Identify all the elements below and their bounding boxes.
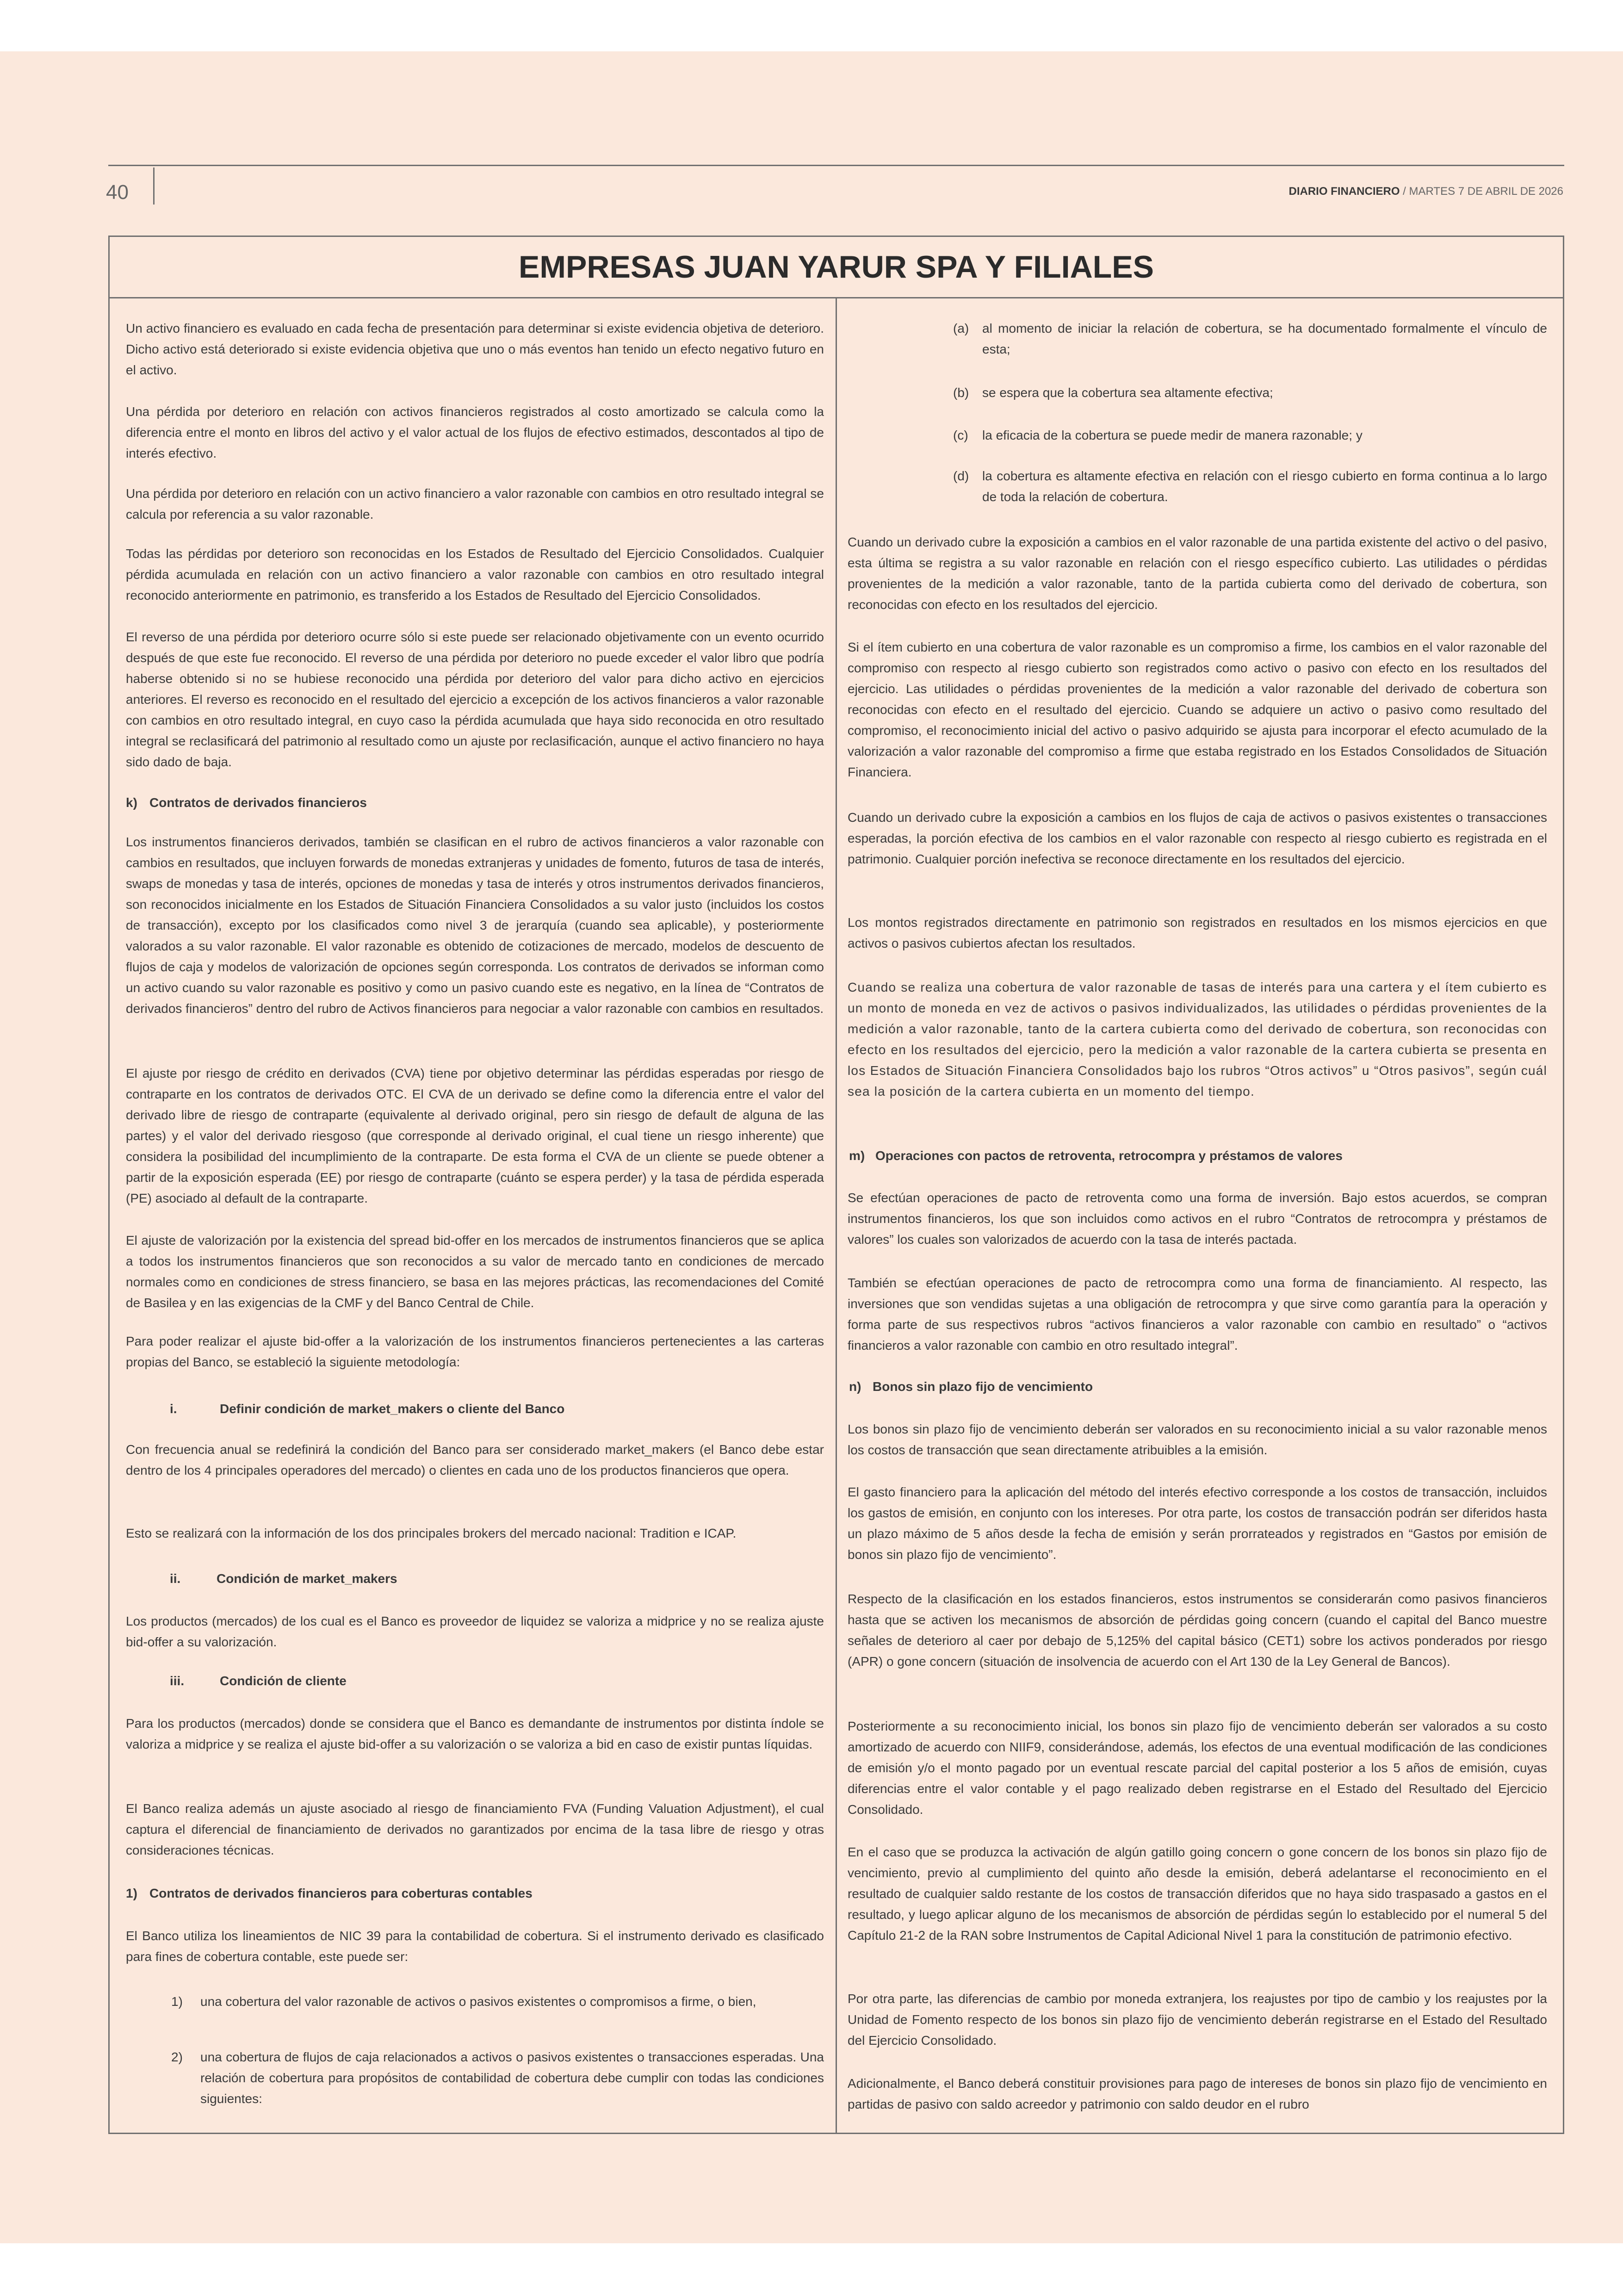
publication-name: DIARIO FINANCIERO xyxy=(1288,185,1400,198)
paragraph: Los productos (mercados) de los cual es el Banco es proveedor de liquidez se valoriza a midprice y no se realiza ajuste bid-offer a su valorización. xyxy=(126,1614,824,1649)
publication-date: MARTES 7 DE ABRIL DE 2026 xyxy=(1409,185,1563,198)
paragraph: Una pérdida por deterioro en relación con activos financieros registrados al costo amortizado se calcula como la diferencia entre el monto en libros del activo y el valor actual de los flujos de efectivo estimados, descontados al tipo de interés efectivo. xyxy=(126,404,824,460)
subheading-text: Condición de cliente xyxy=(220,1674,347,1688)
subheading-text: Definir condición de market_makers o cliente del Banco xyxy=(220,1402,565,1416)
header-divider xyxy=(153,168,155,205)
list-item xyxy=(171,2047,824,2109)
page-number: 40 xyxy=(106,181,129,204)
paragraph: Respecto de la clasificación en los estados financieros, estos instrumentos se considerarán como pasivos financieros hasta que se activen los mecanismos de absorción de pérdidas going concern (cuando el capital del Banco muestre señales de deterioro al caer por debajo de 5,125% del capital básico (CET1) sobre los activos ponderados por riesgo (APR) o gone concern (situación de insolvencia de acuerdo con el Art 130 de la Ley General de Bancos). xyxy=(848,1592,1547,1669)
paragraph: Los montos registrados directamente en patrimonio son registrados en resultados en los mismos ejercicios en que activos o pasivos cubiertos afectan los resultados. xyxy=(848,915,1547,950)
list-marker: (d) xyxy=(953,469,969,483)
paragraph: Adicionalmente, el Banco deberá constituir provisiones para pago de intereses de bonos sin plazo fijo de vencimiento en partidas de pasivo con saldo acreedor y patrimonio con saldo deudor en el rubro xyxy=(848,2076,1547,2111)
paragraph: También se efectúan operaciones de pacto de retrocompra como una forma de financiamiento. Al respecto, las inversiones que son vendidas sujetas a una obligación de retrocompra y que sirve como garantía para la operación y forma parte de sus respectivos rubros “activos financieros a valor razonable con cambio en resultado” o “activos financieros a valor razonable con cambio en otro resultado integral”. xyxy=(848,1276,1547,1353)
subheading-marker: ii. xyxy=(170,1571,181,1586)
paragraph: Cuando se realiza una cobertura de valor razonable de tasas de interés para una cartera y el ítem cubierto es un monto de moneda en vez de activos o pasivos individualizados, las utilidades o pérdidas provenientes de la medición a valor razonable, tanto de la cartera cubierta como del derivado de cobertura, son reconocidas con efecto en los resultados del ejercicio, pero la medición a valor razonable de la cartera cubierta se presenta en los Estados de Situación Financiera Consolidados bajo los rubros “Otros activos” u “Otros pasivos”, según cuál sea la posición de la cartera cubierta en un momento del tiempo. xyxy=(848,980,1547,1098)
paragraph: Se efectúan operaciones de pacto de retroventa como una forma de inversión. Bajo estos acuerdos, se compran instrumentos financieros, los que son incluidos como activos en el rubro “Contratos de retrocompra y préstamos de valores” los cuales son valorizados de acuerdo con la tasa de interés pactada. xyxy=(848,1191,1547,1247)
paragraph: Posteriormente a su reconocimiento inicial, los bonos sin plazo fijo de vencimiento deberán ser valorados a su costo amortizado de acuerdo con NIIF9, considerándose, además, los efectos de una eventual modificación de las condiciones de emisión y/o el monto pagado por un eventual rescate parcial del capital posterior a los 5 años de emisión, cuyas diferencias entre el valor contable y el pago realizado deben registrarse en el Estado del Resultado del Ejercicio Consolidado. xyxy=(848,1719,1547,1817)
subheading xyxy=(170,1398,824,1419)
paragraph: Con frecuencia anual se redefinirá la condición del Banco para ser considerado market_makers (el Banco debe estar dentro de los 4 principales operadores del mercado) o clientes en cada uno de los productos financieros que opera. xyxy=(126,1442,824,1477)
list-text: al momento de iniciar la relación de cobertura, se ha documentado formalmente el vínculo de esta; xyxy=(982,321,1547,356)
column-divider xyxy=(836,298,837,2133)
paragraph: El gasto financiero para la aplicación del método del interés efectivo corresponde a los costos de transacción, incluidos los gastos de emisión, en conjunto con los intereses. Por otra parte, los costos de transacción podrán ser diferidos hasta un plazo máximo de 5 años desde la fecha de emisión y serán prorrateados y registrados en “Gastos por emisión de bonos sin plazo fijo de vencimiento”. xyxy=(848,1485,1547,1562)
list-item xyxy=(953,425,1547,446)
section-heading xyxy=(849,1145,1547,1166)
section-marker: 1) xyxy=(126,1886,137,1900)
paragraph: Para los productos (mercados) donde se considera que el Banco es demandante de instrumentos por distinta índole se valoriza a midprice y se realiza el ajuste bid-offer a su valorización o se valoriza a bid en caso de existir puntas líquidas. xyxy=(126,1716,824,1751)
paragraph: Esto se realizará con la información de los dos principales brokers del mercado nacional: Tradition e ICAP. xyxy=(126,1526,737,1540)
page-title: EMPRESAS JUAN YARUR SPA Y FILIALES xyxy=(110,237,1563,298)
publication-info xyxy=(1289,185,1564,198)
section-heading xyxy=(126,792,824,813)
list-marker: 2) xyxy=(171,2050,183,2064)
paragraph: Los instrumentos financieros derivados, también se clasifican en el rubro de activos financieros a valor razonable con cambios en resultados, que incluyen forwards de monedas extranjeras y unidades de fomento, futuros de tasa de interés, swaps de monedas y tasa de interés, opciones de monedas y tasa de interés y otros instrumentos derivados financieros, son reconocidos inicialmente en los Estados de Situación Financiera Consolidados a su valor justo (incluidos los costos de transacción), excepto por los clasificados como nivel 3 de jerarquía (cuando sea aplicable), y posteriormente valorados a su valor razonable. El valor razonable es obtenido de cotizaciones de mercado, modelos de descuento de flujos de caja y modelos de valorización de opciones según corresponda. Los contratos de derivados se informan como un activo cuando su valor razonable es positivo y como un pasivo cuando este es negativo, en la línea de “Contratos de derivados financieros” dentro del rubro de Activos financieros para negociar a valor razonable con cambios en resultados. xyxy=(126,835,824,1016)
list-item xyxy=(953,465,1547,507)
section-heading-text: Contratos de derivados financieros para coberturas contables xyxy=(149,1886,533,1900)
paragraph: Si el ítem cubierto en una cobertura de valor razonable es un compromiso a firme, los cambios en el valor razonable del compromiso con respecto al riesgo cubierto son registrados como activo o pasivo con efecto en los resultados del ejercicio. Las utilidades o pérdidas provenientes de la medición a valor razonable del derivado de cobertura son reconocidas con efecto en el resultado del ejercicio. Cuando se adquiere un activo o pasivo como resultado del compromiso, el reconocimiento inicial del activo o pasivo adquirido se ajusta para incorporar el efecto acumulado de la valorización a valor razonable del compromiso a firme que estaba registrado en los Estados Consolidados de Situación Financiera. xyxy=(848,640,1547,779)
list-marker: (a) xyxy=(953,321,969,335)
list-text: la eficacia de la cobertura se puede medir de manera razonable; y xyxy=(982,428,1363,442)
section-marker: n) xyxy=(849,1379,861,1394)
paragraph: En el caso que se produzca la activación de algún gatillo going concern o gone concern de los bonos sin plazo fijo de vencimiento, previo al cumplimiento del quinto año desde la emisión, deberá adelantarse el reconocimiento en el resultado de cualquier saldo restante de los costos de transacción diferidos que no haya sido traspasado a gastos en el resultado, y luego aplicar alguno de los mecanismos de absorción de pérdidas según lo establecido por el numeral 5 del Capítulo 21-2 de la RAN sobre Instrumentos de Capital Adicional Nivel 1 para la constitución de patrimonio efectivo. xyxy=(848,1845,1547,1942)
section-marker: m) xyxy=(849,1148,865,1163)
paragraph: Un activo financiero es evaluado en cada fecha de presentación para determinar si existe evidencia objetiva de deterioro. Dicho activo está deteriorado si existe evidencia objetiva que uno o más eventos han tenido un efecto negativo futuro en el activo. xyxy=(126,321,824,377)
section-heading-text: Operaciones con pactos de retroventa, retrocompra y préstamos de valores xyxy=(875,1148,1343,1163)
subheading xyxy=(170,1568,824,1589)
paragraph: El ajuste de valorización por la existencia del spread bid-offer en los mercados de instrumentos financieros que se aplica a todos los instrumentos financieros que son reconocidos a su valor de mercado tanto en condiciones de mercado normales como en condiciones de stress financiero, se basa en las mejores prácticas, las recomendaciones del Comité de Basilea y en las exigencias de la CMF y del Banco Central de Chile. xyxy=(126,1233,824,1310)
paragraph: El Banco realiza además un ajuste asociado al riesgo de financiamiento FVA (Funding Valuation Adjustment), el cual captura el diferencial de financiamiento de derivados no garantizados por encima de la tasa libre de riesgo y otras consideraciones técnicas. xyxy=(126,1801,824,1857)
section-heading-text: Bonos sin plazo fijo de vencimiento xyxy=(873,1379,1093,1394)
paragraph: Los bonos sin plazo fijo de vencimiento deberán ser valorados en su reconocimiento inicial a su valor razonable menos los costos de transacción que sean directamente atribuibles a la emisión. xyxy=(848,1422,1547,1457)
paragraph: El ajuste por riesgo de crédito en derivados (CVA) tiene por objetivo determinar las pérdidas esperadas por riesgo de contraparte en los contratos de derivados OTC. El CVA de un derivado se define como la diferencia entre el valor del derivado libre de riesgo de contraparte (equivalente al derivado original, pero sin riesgo de default de alguna de las partes) y el valor del derivado riesgoso (que corresponde al derivado original, el cual tiene un riesgo inherente) que considera la posibilidad del incumplimiento de la contraparte. De esta forma el CVA de un cliente se puede obtener a partir de la exposición esperada (EE) por riesgo de contraparte (cuánto se espera perder) y la tasa de pérdida esperada (PE) asociado al default de la contraparte. xyxy=(126,1066,824,1205)
list-text: una cobertura del valor razonable de activos o pasivos existentes o compromisos a firme, o bien, xyxy=(200,1994,756,2009)
list-item xyxy=(953,382,1547,403)
paragraph: Para poder realizar el ajuste bid-offer a la valorización de los instrumentos financieros pertenecientes a las carteras propias del Banco, se estableció la siguiente metodología: xyxy=(126,1334,824,1369)
header-separator: / xyxy=(1403,185,1406,198)
paragraph: Por otra parte, las diferencias de cambio por moneda extranjera, los reajustes por tipo de cambio y los reajustes por la Unidad de Fomento respecto de los bonos sin plazo fijo de vencimiento deberán registrarse en el Estado del Resultado del Ejercicio Consolidado. xyxy=(848,1992,1547,2048)
section-marker: k) xyxy=(126,795,137,810)
list-text: una cobertura de flujos de caja relacionados a activos o pasivos existentes o transacciones esperadas. Una relación de cobertura para propósitos de contabilidad de cobertura debe cumplir con todas las condiciones siguientes: xyxy=(200,2050,824,2106)
paragraph: Todas las pérdidas por deterioro son reconocidas en los Estados de Resultado del Ejercicio Consolidados. Cualquier pérdida acumulada en relación con un activo financiero a valor razonable con cambios en otro resultado integral reconocido anteriormente en patrimonio, es transferido a los Estados de Resultado del Ejercicio Consolidados. xyxy=(126,546,824,602)
paragraph: Una pérdida por deterioro en relación con un activo financiero a valor razonable con cambios en otro resultado integral se calcula por referencia a su valor razonable. xyxy=(126,486,824,521)
header-rule xyxy=(108,165,1564,166)
list-item xyxy=(171,1991,824,2012)
subheading-marker: iii. xyxy=(170,1674,185,1688)
list-marker: 1) xyxy=(171,1994,183,2009)
list-item xyxy=(953,318,1547,360)
section-heading-text: Contratos de derivados financieros xyxy=(149,795,367,810)
subheading-text: Condición de market_makers xyxy=(217,1571,397,1586)
list-text: se espera que la cobertura sea altamente efectiva; xyxy=(982,385,1273,400)
section-heading xyxy=(849,1376,1547,1397)
paragraph: El Banco utiliza los lineamientos de NIC 39 para la contabilidad de cobertura. Si el instrumento derivado es clasificado para fines de cobertura contable, este puede ser: xyxy=(126,1929,824,1964)
list-marker: (c) xyxy=(953,428,968,442)
list-text: la cobertura es altamente efectiva en relación con el riesgo cubierto en forma continua a lo largo de toda la relación de cobertura. xyxy=(982,469,1547,504)
subheading xyxy=(170,1670,824,1691)
subheading-marker: i. xyxy=(170,1402,177,1416)
section-heading xyxy=(126,1883,824,1904)
list-marker: (b) xyxy=(953,385,969,400)
paragraph: Cuando un derivado cubre la exposición a cambios en el valor razonable de una partida existente del activo o del pasivo, esta última se registra a su valor razonable en relación con el riesgo específico cubierto. Las utilidades o pérdidas provenientes de la medición a valor razonable, tanto de la partida cubierta como del derivado de cobertura, son reconocidas con efecto en los resultados del ejercicio. xyxy=(848,535,1547,612)
paragraph: Cuando un derivado cubre la exposición a cambios en los flujos de caja de activos o pasivos existentes o transacciones esperadas, la porción efectiva de los cambios en el valor razonable con respecto al riesgo cubierto es registrada en el patrimonio. Cualquier porción inefectiva se reconoce directamente en los resultados del ejercicio. xyxy=(848,810,1547,866)
paragraph: El reverso de una pérdida por deterioro ocurre sólo si este puede ser relacionado objetivamente con un evento ocurrido después de que este fue reconocido. El reverso de una pérdida por deterioro no puede exceder el valor libro que podría haberse obtenido si no se hubiese reconocido una pérdida por deterioro del valor para dicho activo en ejercicios anteriores. El reverso es reconocido en el resultado del ejercicio a excepción de los activos financieros a valor razonable con cambios en otro resultado integral, en cuyo caso la pérdida acumulada que haya sido reconocida en otro resultado integral se reclasificará del patrimonio al resultado como un ajuste por reclasificación, aunque el activo financiero no haya sido dado de baja. xyxy=(126,630,824,769)
